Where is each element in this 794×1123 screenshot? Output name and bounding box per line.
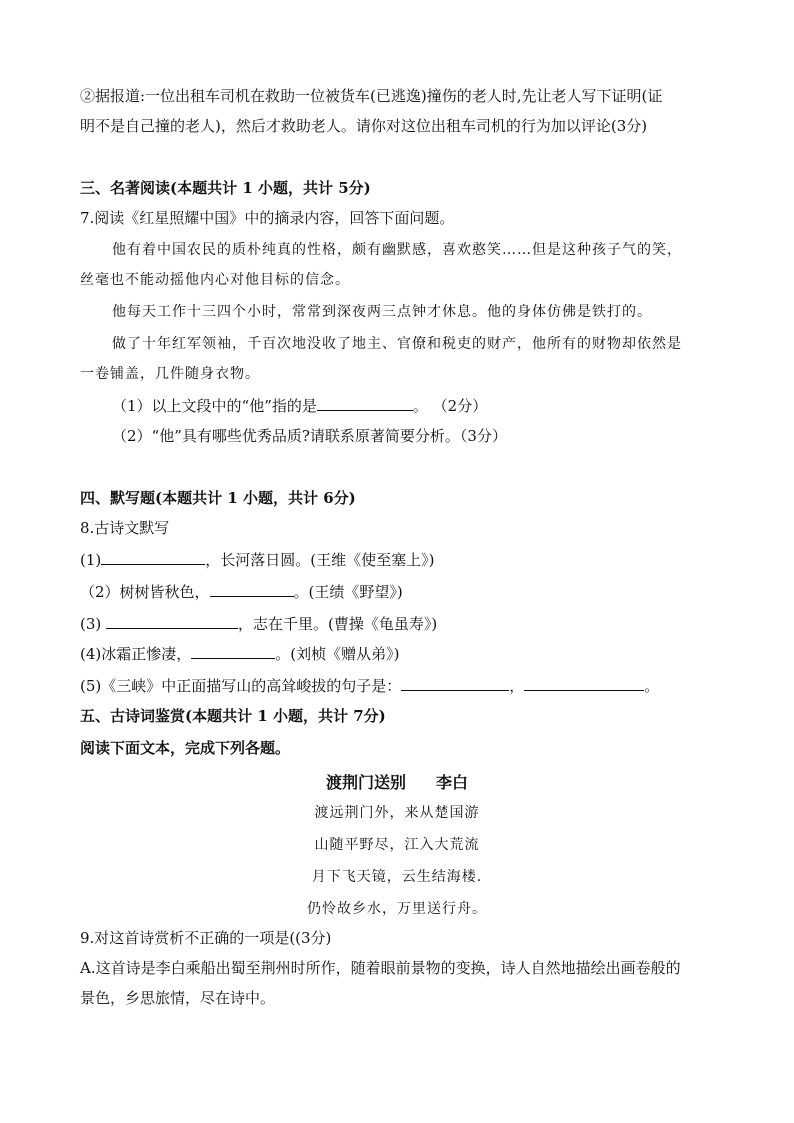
poem-line-4: 仍怜故乡水，万里送行舟。 (307, 901, 487, 917)
poem-title-text: 渡荆门送别 (325, 773, 406, 792)
excerpt-line-2: 丝毫也不能动摇他内心对他目标的信念。 (80, 272, 350, 288)
q8-item-5-suffix: 。 (644, 677, 660, 695)
q8-question: 8.古诗文默写 (80, 519, 170, 537)
q8-item-2 (80, 582, 722, 602)
q8-item-4 (80, 644, 722, 664)
q7-sub1-answer-blank[interactable] (317, 396, 413, 411)
q7-question: 7.阅读《红星照耀中国》中的摘录内容，回答下面问题。 (80, 209, 455, 227)
section5-instruction: 阅读下面文本，完成下列各题。 (80, 739, 291, 757)
q8-item-3-blank[interactable] (106, 614, 238, 629)
q9-question: 9.对这首诗赏析不正确的一项是((3分) (80, 929, 332, 947)
q8-item-1 (80, 550, 722, 570)
q6-part2-line2: 明不是自己撞的老人)，然后才救助老人。请你对这位出租车司机的行为加以评论(3分) (80, 117, 648, 135)
q8-item-2-prefix: （2）树树皆秋色， (80, 583, 210, 601)
q8-item-4-blank[interactable] (191, 644, 275, 659)
q8-item-2-suffix: 。(王绩《野望》) (293, 583, 403, 601)
q9-option-a-line2: 景色，乡思旅情，尽在诗中。 (80, 989, 276, 1007)
excerpt-line-1: 他有着中国农民的质朴纯真的性格，颇有幽默感，喜欢憨笑……但是这种孩子气的笑， (112, 242, 682, 258)
section5-heading: 五、古诗词鉴赏(本题共计 1 小题，共计 7分) (80, 707, 386, 725)
q8-item-5-blank-b[interactable] (524, 676, 644, 691)
q8-item-4-suffix: 。(刘桢《赠从弟》) (275, 645, 400, 663)
excerpt-line-5: 一卷铺盖，几件随身衣物。 (80, 366, 260, 382)
q8-item-3-suffix: ，志在千里。(曹操《龟虽寿》) (238, 615, 438, 633)
poem-author: 李白 (436, 773, 469, 792)
poem-line-2: 山随平野尽，江入大荒流 (314, 837, 480, 853)
q8-item-3 (80, 614, 722, 634)
poem-line-1: 渡远荆门外，来从楚国游 (314, 805, 480, 821)
excerpt-line-3: 他每天工作十三四个小时，常常到深夜两三点钟才休息。他的身体仿佛是铁打的。 (112, 304, 652, 320)
q7-sub2: （2）“他”具有哪些优秀品质?请联系原著简要分析。（3分） (112, 427, 507, 445)
q8-item-3-prefix: (3) (80, 615, 107, 633)
excerpt-line-4: 做了十年红军领袖，千百次地没收了地主、官僚和税吏的财产，他所有的财物却依然是 (112, 336, 682, 352)
q7-sub1 (112, 396, 722, 416)
q8-item-5 (80, 676, 722, 696)
poem-title (0, 770, 794, 793)
q8-item-5-middle: ， (509, 677, 525, 695)
q8-item-5-prefix: (5)《三峡》中正面描写山的高耸峻拔的句子是： (80, 677, 402, 695)
q8-item-1-suffix: ，长河落日圆。(王维《使至塞上》) (205, 551, 435, 569)
q8-item-1-blank[interactable] (101, 550, 205, 565)
q7-sub1-prefix: （1）以上文段中的“他”指的是 (112, 397, 317, 415)
section4-heading: 四、默写题(本题共计 1 小题，共计 6分) (80, 489, 356, 507)
q8-item-2-blank[interactable] (210, 582, 294, 597)
q8-item-1-prefix: (1) (80, 551, 102, 569)
q9-option-a-line1: A.这首诗是李白乘船出蜀至荆州时所作，随着眼前景物的变换，诗人自然地描绘出画卷般的 (80, 959, 681, 977)
poem-line-3: 月下飞天镜，云生结海楼. (311, 869, 483, 885)
section3-heading: 三、名著阅读(本题共计 1 小题，共计 5分) (80, 179, 371, 197)
q6-part2-line1: ②据报道:一位出租车司机在救助一位被货车(已逃逸)撞伤的老人时,先让老人写下证明(证 (80, 87, 663, 105)
q8-item-4-prefix: (4)冰霜正惨凄， (80, 645, 192, 663)
q7-sub1-suffix: 。 （2分） (412, 397, 488, 415)
q8-item-5-blank-a[interactable] (401, 676, 509, 691)
